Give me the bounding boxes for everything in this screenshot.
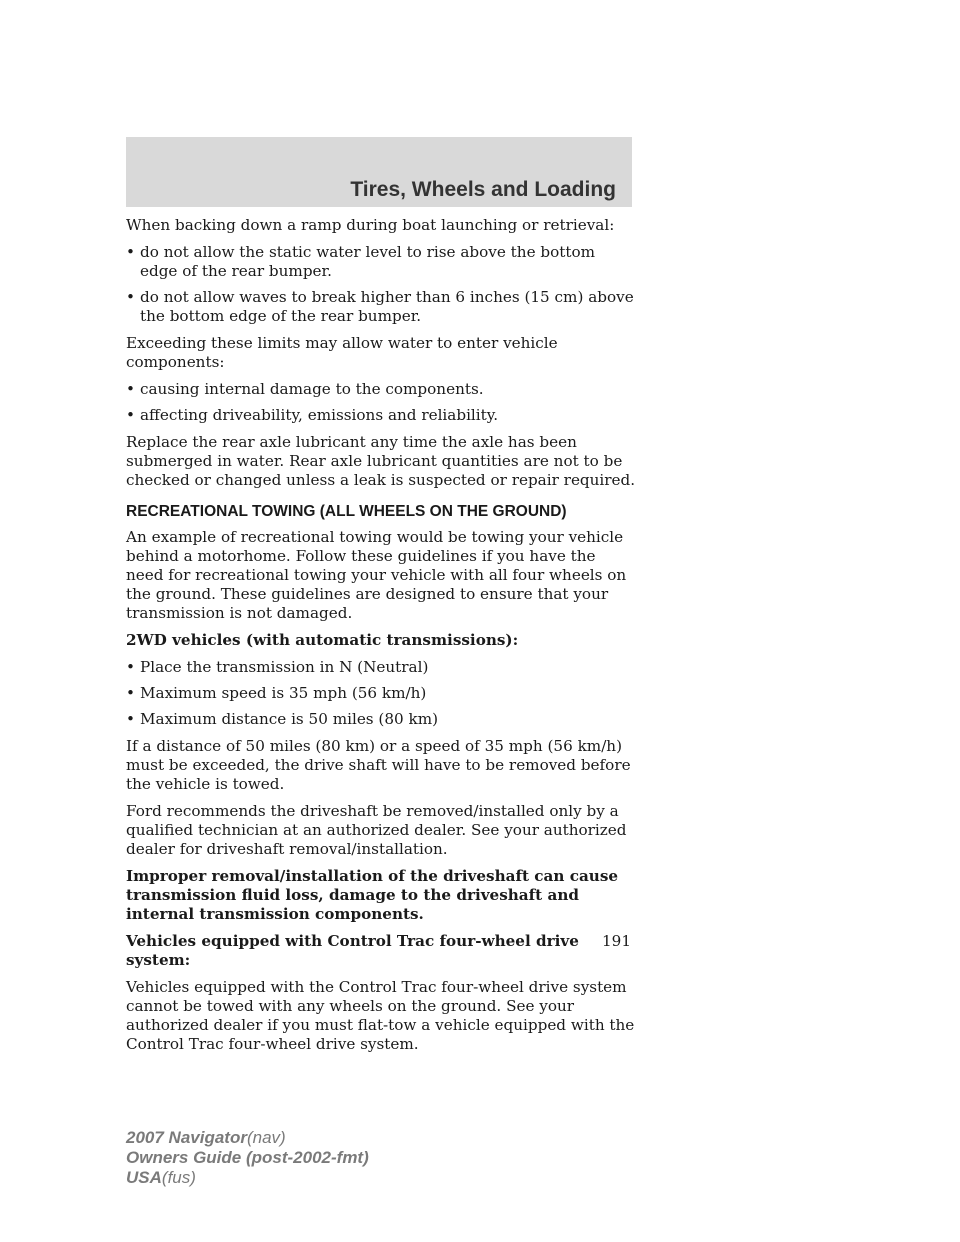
exceed-intro-paragraph: Exceeding these limits may allow water to enter vehicle components: [126, 334, 558, 371]
page-number: 191 [602, 932, 631, 950]
footer-line-3: USA(fus) [126, 1168, 196, 1187]
list-item: • Place the transmission in N (Neutral) [126, 658, 429, 676]
bullet-icon: • [126, 243, 135, 261]
footer-line-1: 2007 Navigator(nav) [126, 1128, 286, 1147]
towing-paragraph: An example of recreational towing would be towing your vehicle behind a motorhome. Follow these guidelines if you have the need for recreational towing your vehicle with all four wheels on the ground. These guidelines are designed to ensure that your transmission is not damaged. [126, 528, 627, 622]
bullet-icon: • [126, 710, 135, 728]
bullet-icon: • [126, 380, 135, 398]
ford-recommendation-paragraph: Ford recommends the driveshaft be removed/installed only by a qualified technician at an authorized dealer. See your authorized dealer for driveshaft removal/installation. [126, 802, 627, 858]
driveshaft-warning: Improper removal/installation of the driveshaft can cause transmission fluid loss, damage to the driveshaft and internal transmission components. [126, 867, 619, 923]
exceed-bullet-list [126, 380, 636, 425]
bullet-icon: • [126, 406, 135, 424]
page-content [126, 216, 636, 1062]
list-item: • do not allow the static water level to rise above the bottom edge of the rear bumper. [126, 243, 596, 280]
section-title: Tires, Wheels and Loading [350, 178, 616, 201]
list-item: • causing internal damage to the components. [126, 380, 484, 398]
bullet-icon: • [126, 684, 135, 702]
section-header-band [126, 137, 632, 207]
bullet-icon: • [126, 658, 135, 676]
list-item: • affecting driveability, emissions and reliability. [126, 406, 499, 424]
controltrac-heading: Vehicles equipped with Control Trac four-wheel drive system: [126, 932, 579, 969]
axle-paragraph: Replace the rear axle lubricant any time the axle has been submerged in water. Rear axle lubricant quantities are not to be checked or changed unless a leak is suspected or repair required. [126, 433, 636, 489]
document-footer [126, 1128, 369, 1188]
exceed-limits-paragraph: If a distance of 50 miles (80 km) or a speed of 35 mph (56 km/h) must be exceeded, the drive shaft will have to be removed before the vehicle is towed. [126, 737, 631, 793]
ramp-bullet-list [126, 243, 636, 326]
controltrac-paragraph: Vehicles equipped with the Control Trac four-wheel drive system cannot be towed with any wheels on the ground. See your authorized dealer if you must flat-tow a vehicle equipped with the Control Trac four-wheel drive system. [126, 978, 635, 1053]
twowd-bullet-list [126, 658, 636, 729]
list-item: • do not allow waves to break higher than 6 inches (15 cm) above the bottom edge of the rear bumper. [126, 288, 634, 325]
bullet-icon: • [126, 288, 135, 306]
twowd-heading: 2WD vehicles (with automatic transmissions): [126, 631, 519, 649]
list-item: • Maximum distance is 50 miles (80 km) [126, 710, 439, 728]
list-item: • Maximum speed is 35 mph (56 km/h) [126, 684, 427, 702]
intro-paragraph: When backing down a ramp during boat launching or retrieval: [126, 216, 615, 234]
footer-line-2: Owners Guide (post-2002-fmt) [126, 1148, 369, 1167]
recreational-towing-heading: RECREATIONAL TOWING (ALL WHEELS ON THE GROUND) [126, 503, 567, 520]
